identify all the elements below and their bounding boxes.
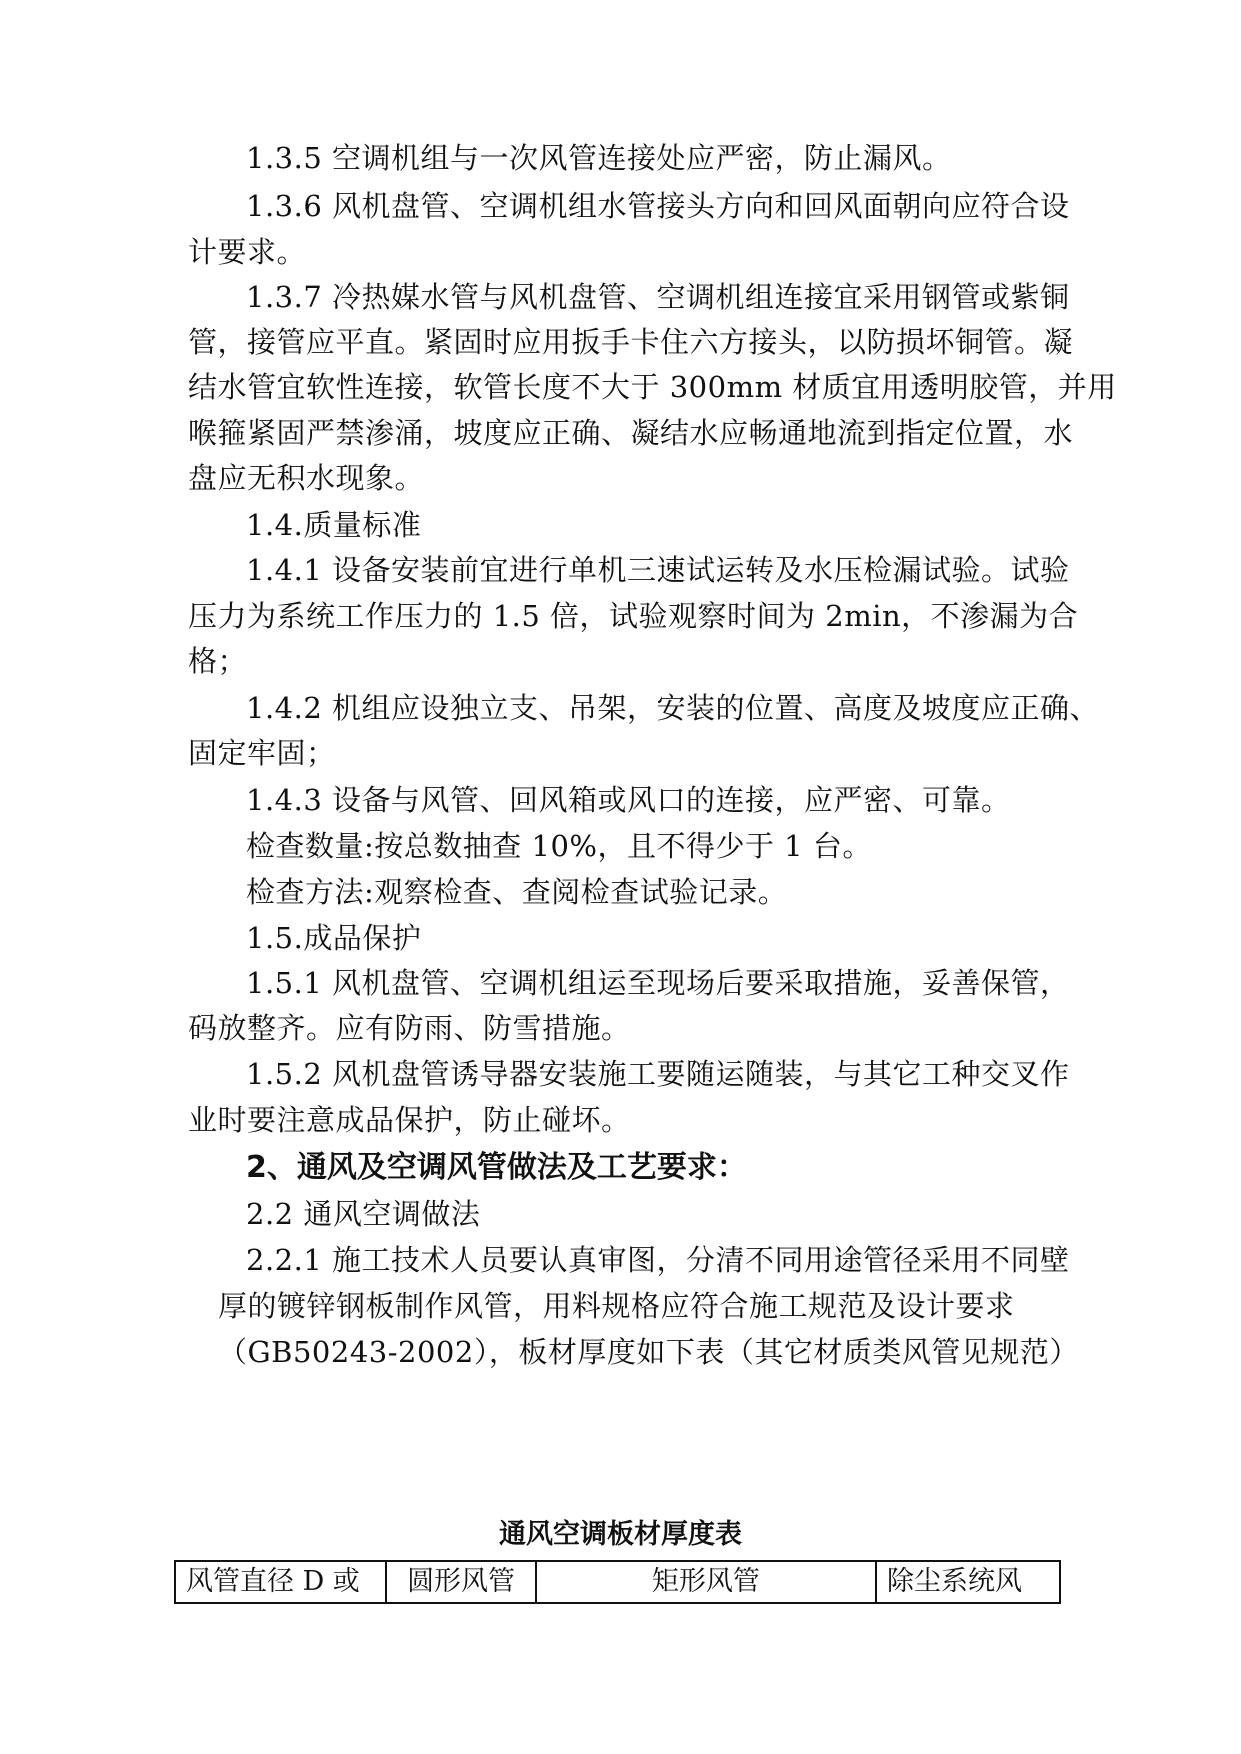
- section-2-heading: 2、通风及空调风管做法及工艺要求：: [246, 1150, 747, 1185]
- paragraph-1-3-7-line-1: 1.3.7 冷热媒水管与风机盘管、空调机组连接宜采用钢管或紫铜: [246, 280, 1070, 314]
- thickness-table: [174, 1560, 1061, 1604]
- paragraph-1-3-6-line-2: 计要求。: [188, 235, 307, 269]
- paragraph-2-2-1-line-2: 厚的镀锌钢板制作风管，用料规格应符合施工规范及设计要求: [218, 1289, 1015, 1323]
- table-title: 通风空调板材厚度表: [499, 1519, 742, 1550]
- paragraph-1-5-2-line-2: 业时要注意成品保护，防止碰坏。: [188, 1103, 631, 1137]
- header-cell-round-duct: 圆形风管: [386, 1561, 535, 1603]
- paragraph-1-3-7-line-5: 盘应无积水现象。: [188, 461, 425, 495]
- section-1-4-title: 1.4.质量标准: [246, 508, 422, 542]
- paragraph-1-3-7-line-2: 管，接管应平直。紧固时应用扳手卡住六方接头，以防损坏铜管。凝: [188, 325, 1074, 359]
- paragraph-1-4-3-line-1: 1.4.3 设备与风管、回风箱或风口的连接，应严密、可靠。: [246, 783, 1011, 817]
- paragraph-1-5-1-line-2: 码放整齐。应有防雨、防雪措施。: [188, 1011, 631, 1045]
- paragraph-1-4-1-line-2: 压力为系统工作压力的 1.5 倍，试验观察时间为 2min，不渗漏为合: [188, 599, 1079, 633]
- inspection-method: 检查方法:观察检查、查阅检查试验记录。: [246, 875, 788, 909]
- section-2-2-title: 2.2 通风空调做法: [246, 1197, 481, 1231]
- paragraph-1-3-5-line-1: 1.3.5 空调机组与一次风管连接处应严密，防止漏风。: [246, 141, 952, 175]
- paragraph-1-4-1-line-1: 1.4.1 设备安装前宜进行单机三速试运转及水压检漏试验。试验: [246, 553, 1070, 587]
- paragraph-1-5-1-line-1: 1.5.1 风机盘管、空调机组运至现场后要采取措施，妥善保管，: [246, 966, 1070, 1000]
- table-header-row: [175, 1561, 1060, 1603]
- section-1-5-title: 1.5.成品保护: [246, 921, 422, 955]
- paragraph-1-4-1-line-3: 格；: [188, 644, 248, 678]
- paragraph-2-2-1-line-3: （GB50243-2002），板材厚度如下表（其它材质类风管见规范）: [218, 1335, 1079, 1369]
- paragraph-1-5-2-line-1: 1.5.2 风机盘管诱导器安装施工要随运随装，与其它工种交叉作: [246, 1057, 1070, 1091]
- paragraph-1-4-2-line-1: 1.4.2 机组应设独立支、吊架，安装的位置、高度及坡度应正确、: [246, 691, 1100, 725]
- header-cell-duct-diameter: 风管直径 D 或: [175, 1561, 386, 1603]
- paragraph-1-3-6-line-1: 1.3.6 风机盘管、空调机组水管接头方向和回风面朝向应符合设: [246, 189, 1070, 223]
- header-cell-rectangular-duct: 矩形风管: [536, 1561, 876, 1603]
- paragraph-1-3-7-line-4: 喉箍紧固严禁渗涌，坡度应正确、凝结水应畅通地流到指定位置，水: [188, 416, 1074, 450]
- paragraph-2-2-1-line-1: 2.2.1 施工技术人员要认真审图，分清不同用途管径采用不同壁: [246, 1243, 1070, 1277]
- header-cell-dust-removal: 除尘系统风: [876, 1561, 1060, 1603]
- inspection-quantity: 检查数量:按总数抽查 10%，且不得少于 1 台。: [246, 829, 872, 863]
- paragraph-1-3-7-line-3: 结水管宜软性连接，软管长度不大于 300mm 材质宜用透明胶管，并用: [188, 370, 1117, 404]
- paragraph-1-4-2-line-2: 固定牢固；: [188, 736, 336, 770]
